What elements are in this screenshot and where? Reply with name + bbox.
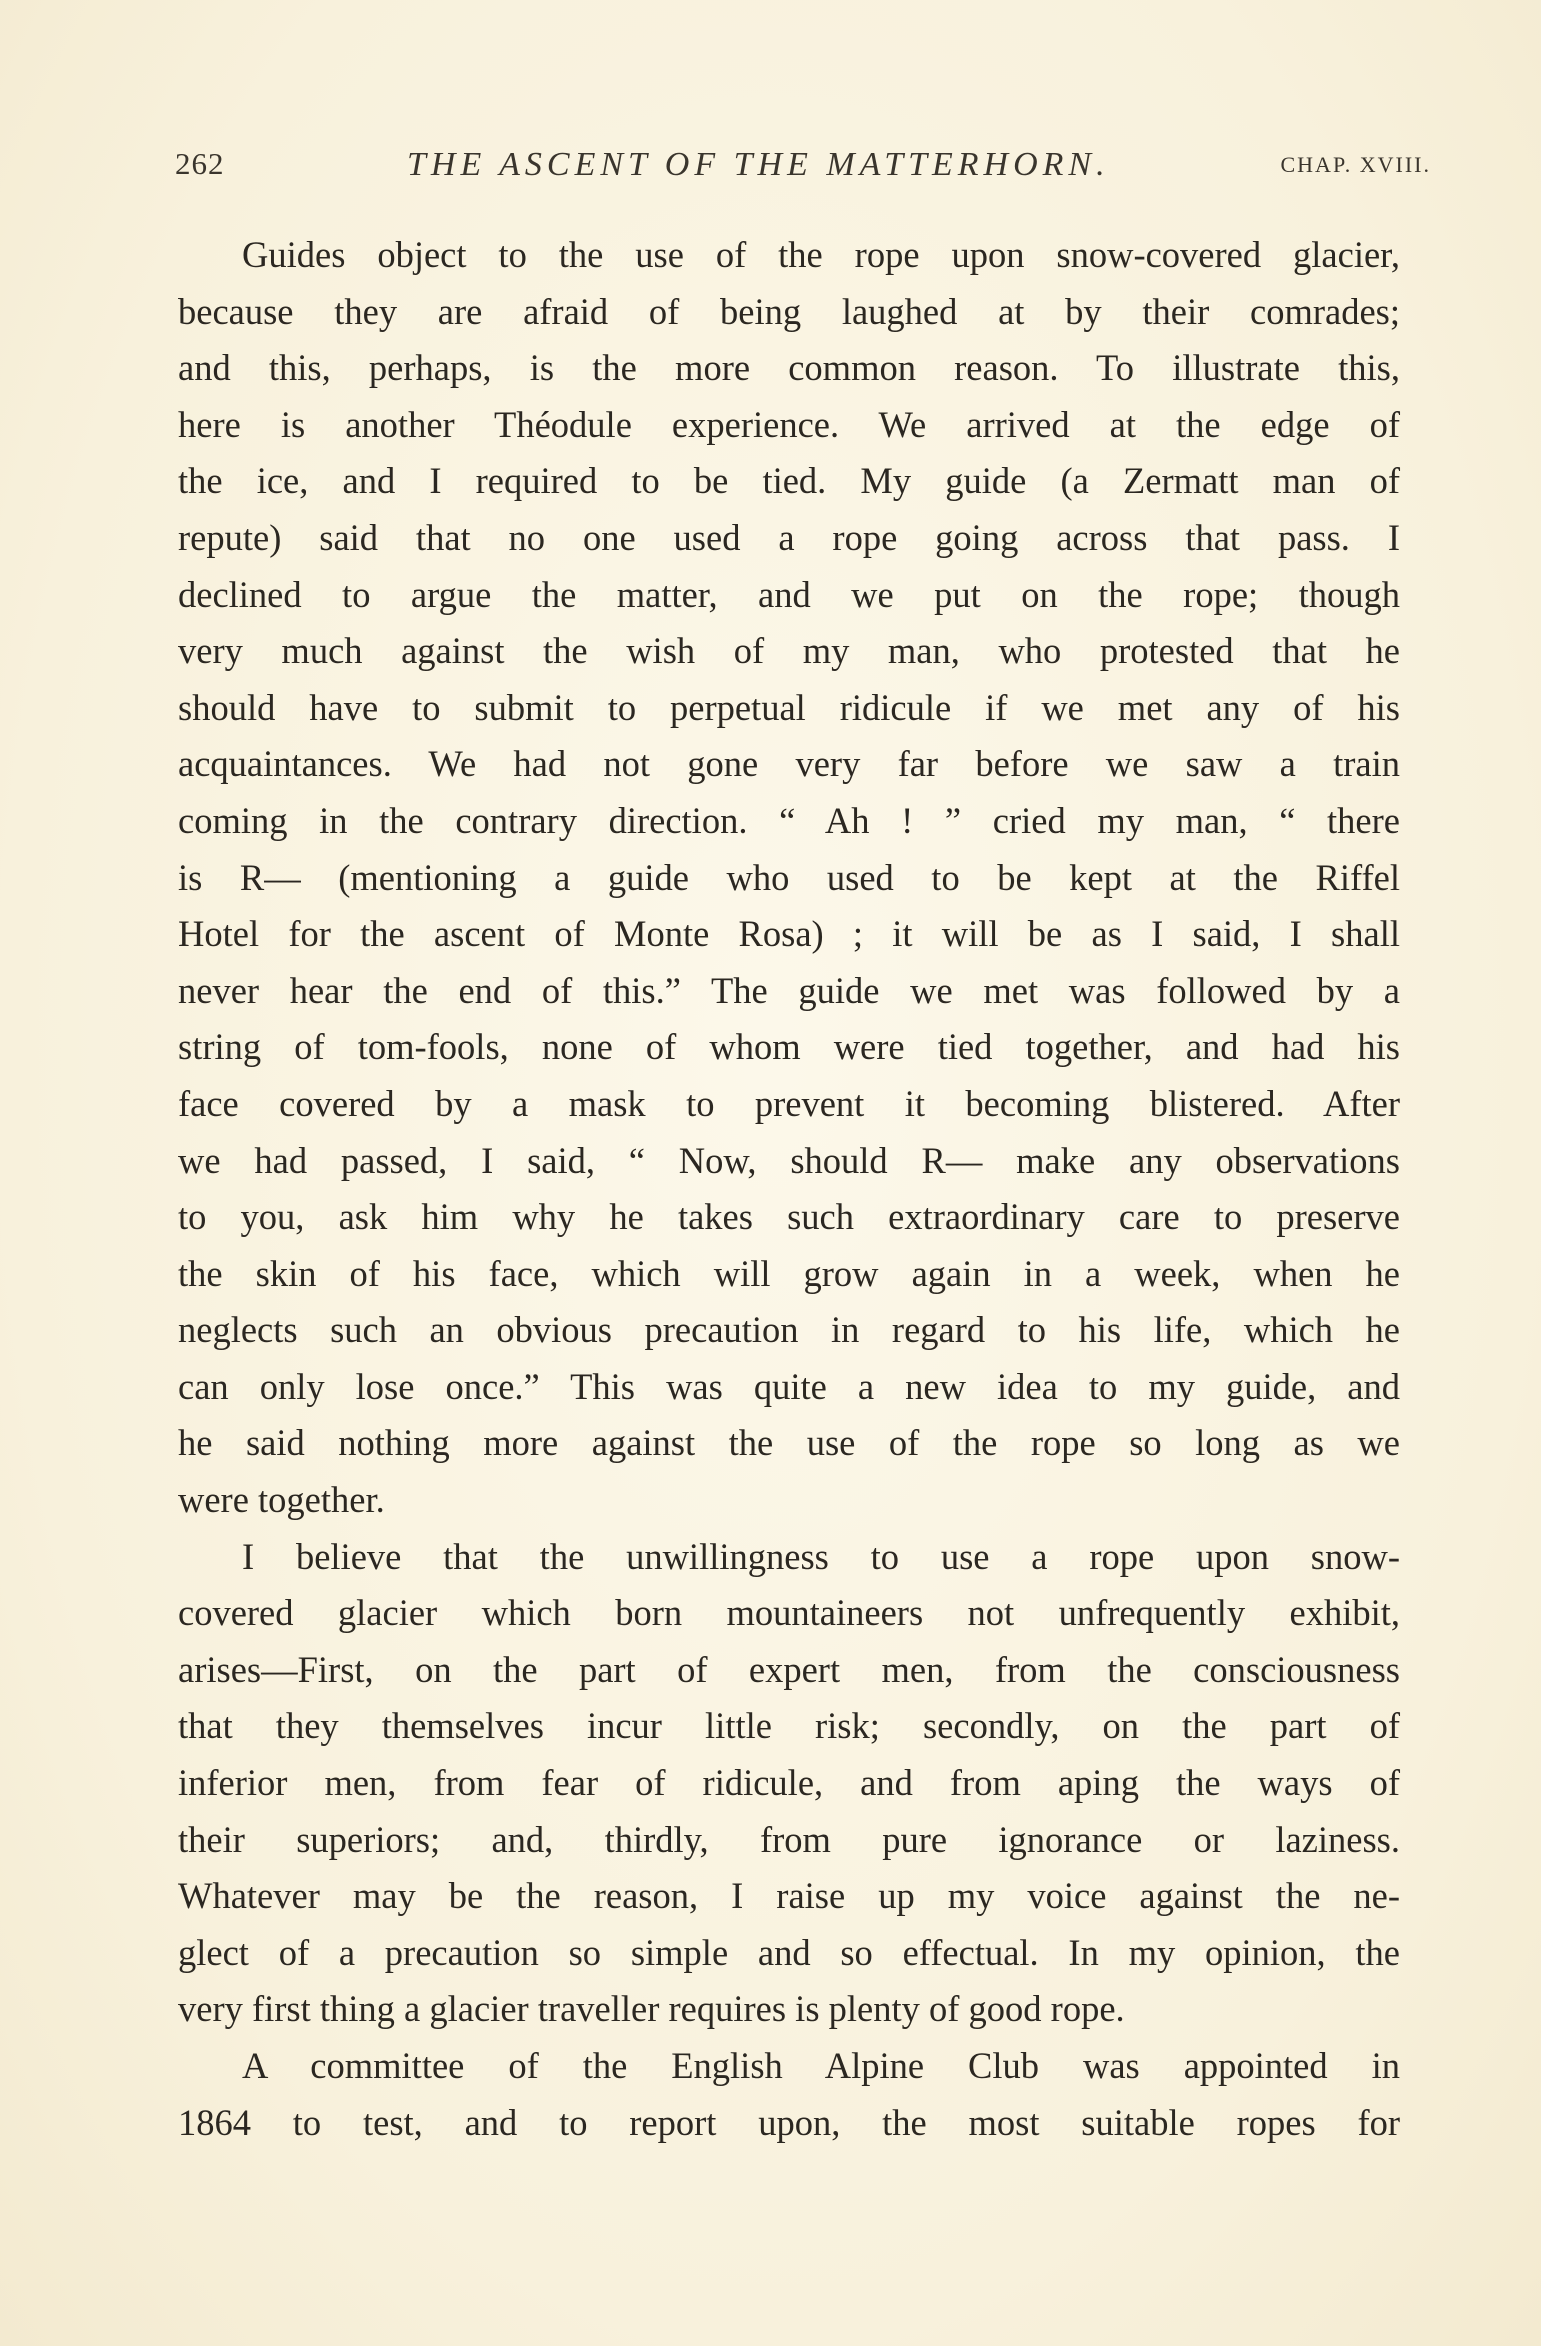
page-number: 262	[175, 146, 225, 181]
text-line: here is another Théodule experience. We arrived at the edge of	[178, 403, 1400, 445]
text-line: he said nothing more against the use of the rope so long as we	[178, 1422, 1400, 1464]
text-line: and this, perhaps, is the more common reason. To illustrate this,	[178, 347, 1400, 389]
text-line: because they are afraid of being laughed at by their comrades;	[178, 290, 1400, 332]
text-line: coming in the contrary direction. “ Ah ! ” cried my man, “ there	[178, 799, 1400, 841]
text-line: string of tom-fools, none of whom were tied together, and had his	[178, 1026, 1400, 1068]
text-line: their superiors; and, thirdly, from pure ignorance or laziness.	[178, 1818, 1400, 1860]
text-line: can only lose once.” This was quite a new idea to my guide, and	[178, 1365, 1400, 1407]
running-title: THE ASCENT OF THE MATTERHORN.	[407, 146, 1110, 183]
text-line: 1864 to test, and to report upon, the most suitable ropes for	[178, 2101, 1400, 2143]
text-line: Guides object to the use of the rope upon snow-covered glacier,	[242, 234, 1400, 275]
chapter-reference: CHAP. XVIII.	[1280, 152, 1431, 177]
text-line: inferior men, from fear of ridicule, and from aping the ways of	[178, 1762, 1400, 1804]
text-line: A committee of the English Alpine Club was appointed in	[242, 2045, 1400, 2086]
text-line: I believe that the unwillingness to use a rope upon snow-	[242, 1535, 1400, 1577]
text-line: face covered by a mask to prevent it becoming blistered. After	[178, 1082, 1400, 1124]
text-line: neglects such an obvious precaution in regard to his life, which he	[178, 1309, 1400, 1351]
text-line: repute) said that no one used a rope going across that pass. I	[178, 516, 1400, 558]
running-head	[175, 146, 1431, 192]
text-line: never hear the end of this.” The guide we met was followed by a	[178, 969, 1400, 1011]
text-line: to you, ask him why he takes such extraordinary care to preserve	[178, 1196, 1400, 1238]
text-line: the skin of his face, which will grow again in a week, when he	[178, 1252, 1400, 1294]
text-line: that they themselves incur little risk; secondly, on the part of	[178, 1705, 1400, 1747]
text-line: should have to submit to perpetual ridicule if we met any of his	[178, 686, 1400, 728]
text-line: very much against the wish of my man, who protested that he	[178, 630, 1400, 672]
text-line: glect of a precaution so simple and so effectual. In my opinion, the	[178, 1931, 1400, 1973]
text-line: the ice, and I required to be tied. My guide (a Zermatt man of	[178, 460, 1400, 502]
text-line: Hotel for the ascent of Monte Rosa) ; it will be as I said, I shall	[178, 913, 1400, 955]
body-text	[178, 227, 1400, 2151]
text-line: were together.	[178, 1479, 385, 1521]
text-line: Whatever may be the reason, I raise up my voice against the ne-	[178, 1875, 1400, 1917]
text-line: is R— (mentioning a guide who used to be kept at the Riffel	[178, 856, 1400, 898]
text-line: declined to argue the matter, and we put on the rope; though	[178, 573, 1400, 615]
text-line: covered glacier which born mountaineers not unfrequently exhibit,	[178, 1592, 1400, 1634]
text-line: acquaintances. We had not gone very far before we saw a train	[178, 743, 1400, 785]
text-line: arises—First, on the part of expert men, from the consciousness	[178, 1648, 1400, 1690]
text-line: we had passed, I said, “ Now, should R— make any observations	[178, 1139, 1400, 1181]
text-line: very first thing a glacier traveller requires is plenty of good rope.	[178, 1988, 1125, 2030]
